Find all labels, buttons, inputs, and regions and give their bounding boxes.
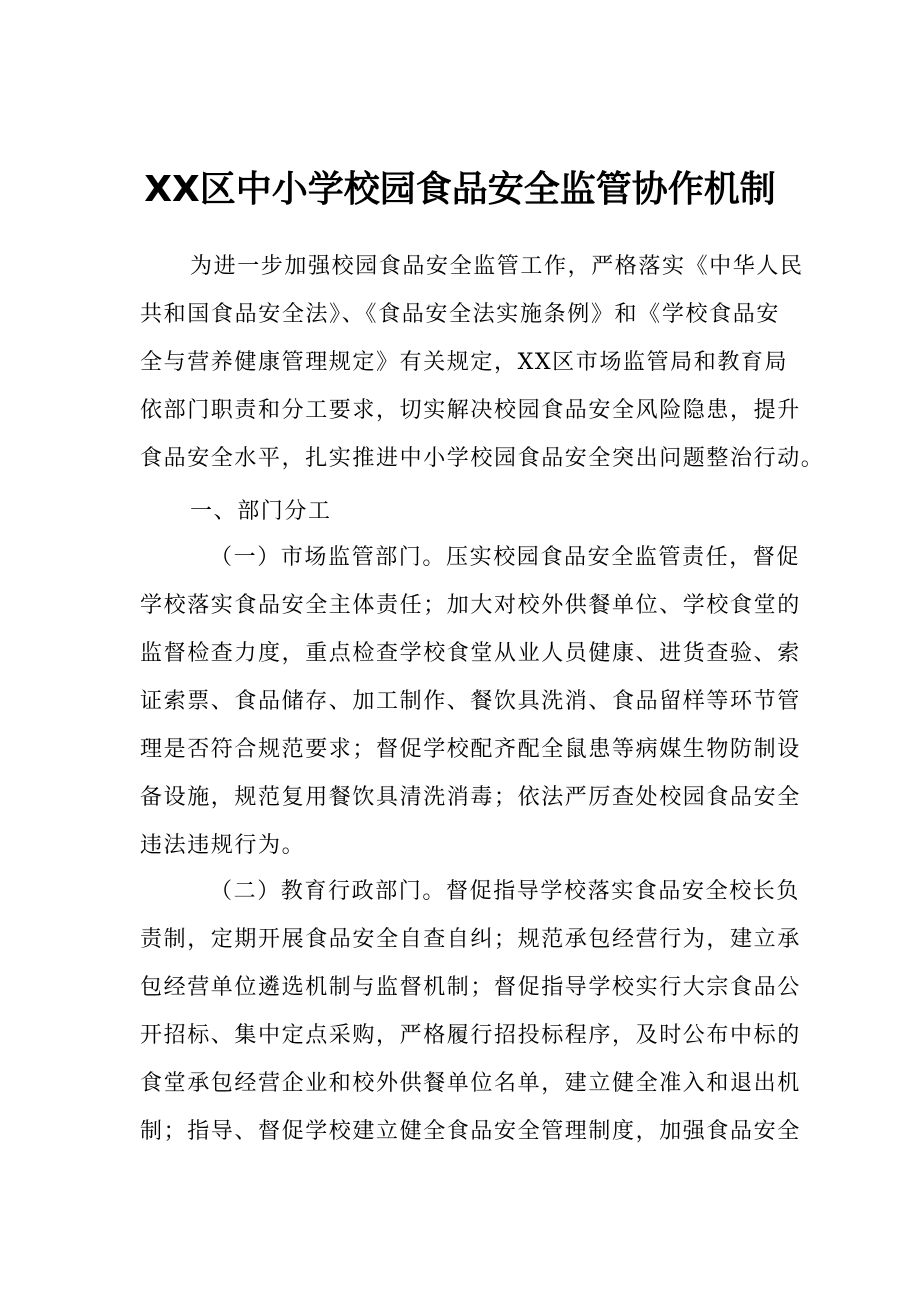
sub2-line-3: 包经营单位遴选机制与监督机制；督促指导学校实行大宗食品公 <box>140 975 801 1000</box>
sub1-line-5: 理是否符合规范要求；督促学校配齐配全鼠患等病媒生物防制设 <box>140 737 801 762</box>
sub1-line-7: 违法违规行为。 <box>140 833 306 858</box>
intro-line-2: 共和国食品安全法》、《食品安全法实施条例》和《学校食品安 <box>140 302 780 327</box>
sub2-line-6: 制；指导、督促学校建立健全食品安全管理制度，加强食品安全 <box>140 1119 801 1144</box>
sub2-line-4: 开招标、集中定点采购，严格履行招投标程序，及时公布中标的 <box>140 1023 801 1048</box>
sub1-line-2: 学校落实食品安全主体责任；加大对校外供餐单位、学校食堂的 <box>140 593 801 618</box>
section-heading: 一、部门分工 <box>190 499 332 524</box>
intro-line-1: 为进一步加强校园食品安全监管工作，严格落实《中华人民 <box>190 254 804 279</box>
sub2-line-1: （二）教育行政部门。督促指导学校落实食品安全校长负 <box>210 879 801 904</box>
sub1-line-1: （一）市场监管部门。压实校园食品安全监管责任，督促 <box>210 545 801 570</box>
sub1-line-6: 备设施，规范复用餐饮具清洗消毒；依法严厉查处校园食品安全 <box>140 785 801 810</box>
intro-line-4: 依部门职责和分工要求，切实解决校园食品安全风险隐患，提升 <box>140 398 801 423</box>
intro-line-5: 食品安全水平，扎实推进中小学校园食品安全突出问题整治行动。 <box>140 446 825 471</box>
sub1-line-3: 监督检查力度，重点检查学校食堂从业人员健康、进货查验、索 <box>140 641 801 666</box>
sub2-line-5: 食堂承包经营企业和校外供餐单位名单，建立健全准入和退出机 <box>140 1071 801 1096</box>
sub1-line-4: 证索票、食品储存、加工制作、餐饮具洗消、食品留样等环节管 <box>140 689 801 714</box>
sub2-line-2: 责制，定期开展食品安全自查自纠；规范承包经营行为，建立承 <box>140 927 801 952</box>
intro-line-3: 全与营养健康管理规定》有关规定，XX区市场监管局和教育局 <box>140 350 789 375</box>
document-title: XX区中小学校园食品安全监管协作机制 <box>144 169 776 210</box>
